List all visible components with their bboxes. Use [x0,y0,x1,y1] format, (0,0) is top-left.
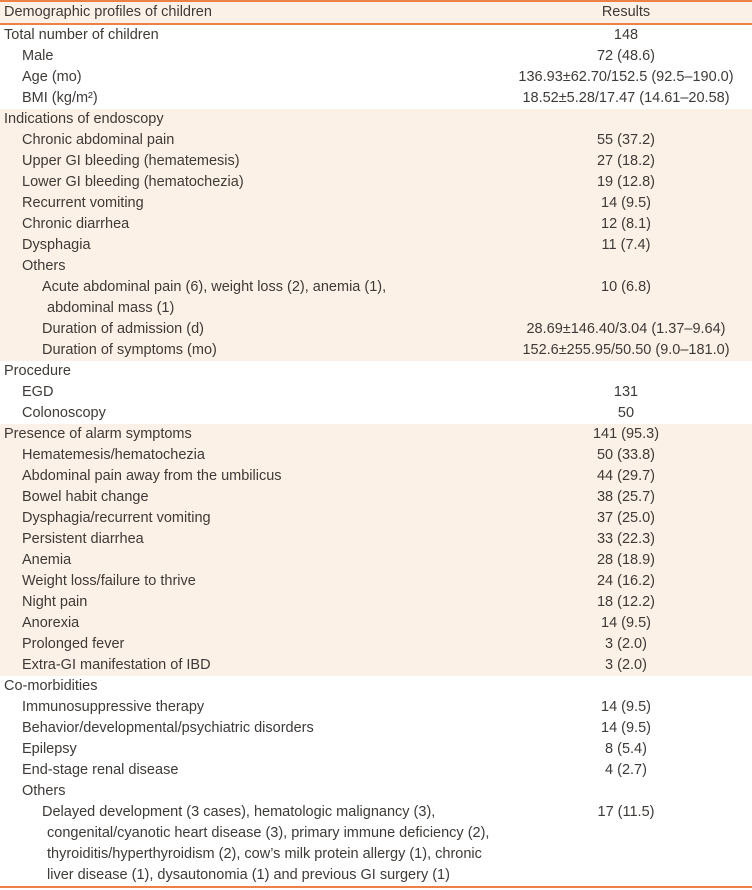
row-label: Duration of symptoms (mo) [42,342,217,358]
row-value: 152.6±255.95/50.50 (9.0–181.0) [522,342,730,358]
table-row [0,550,752,571]
row-label-line: Acute abdominal pain (6), weight loss (2), anemia (1), [42,279,387,295]
table-row [0,109,752,130]
table-row [0,151,752,172]
table-row [0,25,752,46]
row-value: 17 (11.5) [597,804,655,820]
table-row [0,340,752,361]
row-value: 14 (9.5) [601,195,651,211]
table-row [0,739,752,760]
row-value: 28 (18.9) [596,552,656,568]
row-label-line: liver disease (1), dysautonomia (1) and previous GI surgery (1) [47,867,450,883]
table-row [0,634,752,655]
row-label: Recurrent vomiting [22,195,144,211]
row-label: Extra-GI manifestation of IBD [22,657,211,673]
row-value: 4 (2.7) [605,762,647,778]
row-value: 50 (33.8) [596,447,656,463]
table-row [0,193,752,214]
row-value: 28.69±146.40/3.04 (1.37–9.64) [526,321,726,337]
table-header-label: Demographic profiles of children [4,4,212,20]
row-label-line: thyroiditis/hyperthyroidism (2), cow’s milk protein allergy (1), chronic [47,846,482,862]
row-value: 10 (6.8) [601,279,651,295]
table-row [0,802,752,886]
row-value: 12 (8.1) [601,216,651,232]
row-label: End-stage renal disease [22,762,179,778]
row-value: 55 (37.2) [596,132,656,148]
table-row [0,382,752,403]
row-label: BMI (kg/m²) [22,90,98,106]
row-label: Weight loss/failure to thrive [22,573,196,589]
table-row [0,403,752,424]
row-label [0,802,500,886]
row-label: Duration of admission (d) [42,321,204,337]
row-label-line: Delayed development (3 cases), hematologic malignancy (3), [42,804,436,820]
table-row [0,445,752,466]
row-value: 18.52±5.28/17.47 (14.61–20.58) [522,90,730,106]
table-row [0,466,752,487]
table-row [0,172,752,193]
row-label: EGD [22,384,54,400]
row-value: 18 (12.2) [596,594,656,610]
row-label: Chronic abdominal pain [22,132,175,148]
table-row [0,256,752,277]
row-value: 19 (12.8) [596,174,656,190]
row-value: 8 (5.4) [605,741,647,757]
row-label-line: congenital/cyanotic heart disease (3), primary immune deficiency (2), [47,825,490,841]
row-label: Chronic diarrhea [22,216,130,232]
row-label [0,277,500,319]
table-header-results: Results [601,4,651,20]
table-row [0,529,752,550]
row-value: 72 (48.6) [596,48,656,64]
row-value: 141 (95.3) [592,426,660,442]
table-row [0,592,752,613]
row-value: 24 (16.2) [596,573,656,589]
row-value: 14 (9.5) [601,615,651,631]
table-row [0,655,752,676]
row-label: Abdominal pain away from the umbilicus [22,468,282,484]
table-row [0,718,752,739]
row-label: Others [22,258,66,274]
row-label: Dysphagia [22,237,91,253]
table-row [0,235,752,256]
table-row [0,781,752,802]
row-value: 148 [613,27,639,43]
table-row [0,697,752,718]
row-label: Anorexia [22,615,80,631]
row-label: Indications of endoscopy [4,111,164,127]
table-row [0,46,752,67]
row-label: Epilepsy [22,741,77,757]
row-label: Age (mo) [22,69,82,85]
table-header-row [0,0,752,25]
row-value: 131 [613,384,639,400]
table-row [0,361,752,382]
row-label: Dysphagia/recurrent vomiting [22,510,211,526]
table-row [0,277,752,319]
row-label: Colonoscopy [22,405,106,421]
row-value: 33 (22.3) [596,531,656,547]
row-label: Hematemesis/hematochezia [22,447,205,463]
table-row [0,130,752,151]
table-row [0,571,752,592]
table-row [0,424,752,445]
table-row [0,613,752,634]
table-row [0,67,752,88]
row-label: Behavior/developmental/psychiatric disorders [22,720,314,736]
row-value: 50 [617,405,635,421]
row-label: Presence of alarm symptoms [4,426,192,442]
row-value: 136.93±62.70/152.5 (92.5–190.0) [518,69,734,85]
row-label: Procedure [4,363,71,379]
row-label: Lower GI bleeding (hematochezia) [22,174,244,190]
row-value: 14 (9.5) [601,699,651,715]
row-label: Bowel habit change [22,489,149,505]
table-row [0,487,752,508]
row-value: 11 (7.4) [601,237,651,253]
table-row [0,676,752,697]
table-row [0,319,752,340]
row-value: 3 (2.0) [605,636,647,652]
table-row [0,760,752,781]
row-label: Prolonged fever [22,636,125,652]
row-value: 37 (25.0) [596,510,656,526]
row-value: 3 (2.0) [605,657,647,673]
table-row [0,214,752,235]
table-row [0,508,752,529]
row-value: 38 (25.7) [596,489,656,505]
table-row [0,88,752,109]
row-label-line: abdominal mass (1) [47,300,175,316]
row-label: Upper GI bleeding (hematemesis) [22,153,240,169]
row-value: 44 (29.7) [596,468,656,484]
row-value: 14 (9.5) [601,720,651,736]
row-label: Persistent diarrhea [22,531,144,547]
table-rows [0,25,752,886]
row-label: Male [22,48,54,64]
row-label: Immunosuppressive therapy [22,699,205,715]
row-label: Total number of children [4,27,159,43]
row-label: Others [22,783,66,799]
row-value: 27 (18.2) [596,153,656,169]
row-label: Co-morbidities [4,678,98,694]
row-label: Anemia [22,552,72,568]
row-label: Night pain [22,594,88,610]
